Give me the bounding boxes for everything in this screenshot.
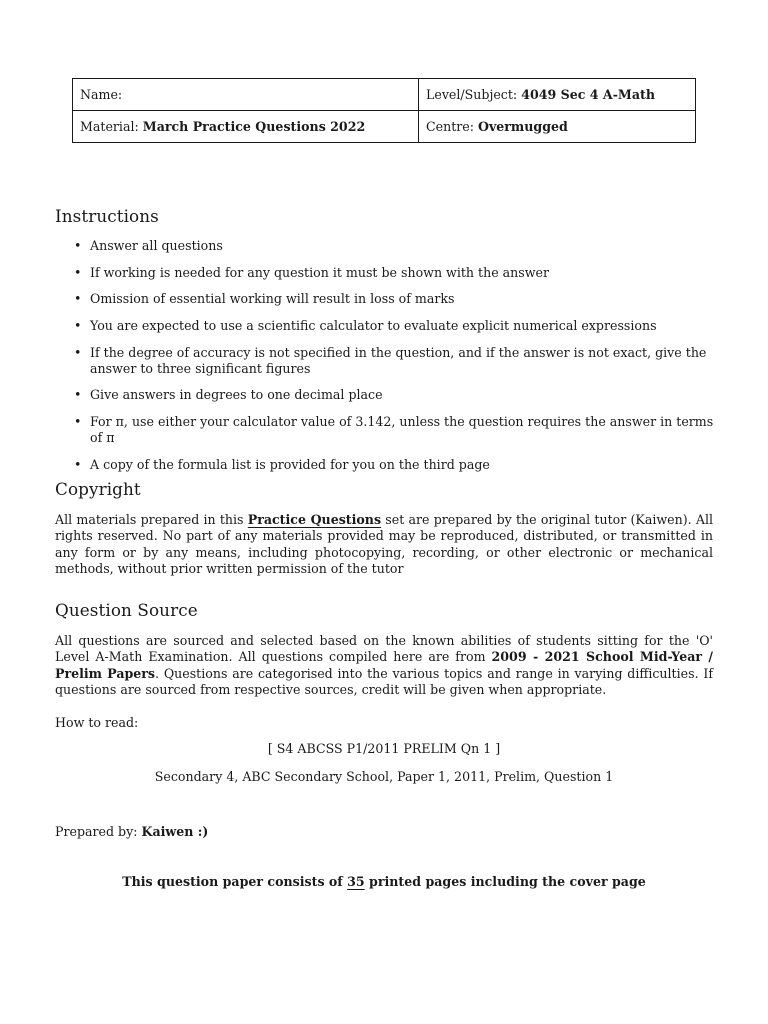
material-label: Material:: [80, 119, 139, 134]
instruction-item: • A copy of the formula list is provided for you on the third page: [55, 457, 720, 473]
page-count-text-before: This question paper consists of: [122, 874, 348, 889]
source-paragraph: [55, 633, 713, 699]
how-to-read-label: How to read:: [55, 715, 139, 730]
page-count-note: [55, 874, 713, 889]
level-value: 4049 Sec 4 A-Math: [521, 87, 656, 102]
prepared-by-label: Prepared by:: [55, 824, 138, 839]
instruction-item: • If the degree of accuracy is not specified in the question, and if the answer is not exact, give the answer to three significant figures: [55, 345, 720, 377]
instruction-item: • Give answers in degrees to one decimal place: [55, 387, 720, 403]
instruction-item: • If working is needed for any question it must be shown with the answer: [55, 265, 720, 281]
centre-value: Overmugged: [478, 119, 568, 134]
page-count-text-after: printed pages including the cover page: [364, 874, 646, 889]
question-source-heading: Question Source: [55, 600, 198, 620]
instructions-heading: Instructions: [55, 206, 159, 226]
name-label: Name:: [80, 87, 123, 102]
name-cell: [73, 79, 419, 111]
instruction-item: • Answer all questions: [55, 238, 720, 254]
material-cell: [73, 111, 419, 143]
page-count-number: 35: [347, 874, 365, 889]
info-row-1: [73, 79, 696, 111]
example-code: [ S4 ABCSS P1/2011 PRELIM Qn 1 ]: [267, 741, 501, 756]
instruction-item: • Omission of essential working will result in loss of marks: [55, 291, 720, 307]
copyright-highlight: Practice Questions: [247, 512, 382, 527]
prepared-by-name: Kaiwen :): [141, 824, 209, 839]
centre-label: Centre:: [426, 119, 474, 134]
centre-cell: [419, 111, 696, 143]
instruction-item: • For π, use either your calculator value of 3.142, unless the question requires the answer in terms of π: [55, 414, 720, 446]
material-value: March Practice Questions 2022: [142, 119, 366, 134]
example-explanation: Secondary 4, ABC Secondary School, Paper 1, 2011, Prelim, Question 1: [154, 769, 614, 784]
level-cell: [419, 79, 696, 111]
copyright-text-after: set are prepared by the original tutor (Kaiwen). All rights reserved. No part of any materials provided may be reproduced, distributed, or transmitted in any form or by any means, including photocopying, recording, or other electronic or mechanical methods, without prior written permission of the tutor: [55, 512, 713, 577]
copyright-paragraph: [55, 512, 713, 578]
source-text-before: All questions are sourced and selected based on the known abilities of students sitting for the 'O' Level A-Math Examination. All questions compiled here are from: [55, 633, 713, 665]
source-highlight: 2009 - 2021 School Mid-Year / Prelim Papers: [55, 649, 713, 681]
instructions-list: [55, 238, 720, 484]
source-text-after: . Questions are categorised into the various topics and range in varying difficulties. If questions are sourced from respective sources, credit will be given when appropriate.: [55, 665, 713, 698]
info-table: [72, 78, 696, 143]
info-row-2: [73, 111, 696, 143]
copyright-heading: Copyright: [55, 479, 141, 499]
level-label: Level/Subject:: [426, 87, 518, 102]
instruction-item: • You are expected to use a scientific calculator to evaluate explicit numerical expressions: [55, 318, 720, 334]
copyright-text-before: All materials prepared in this: [55, 512, 248, 527]
prepared-by-line: [55, 824, 208, 839]
